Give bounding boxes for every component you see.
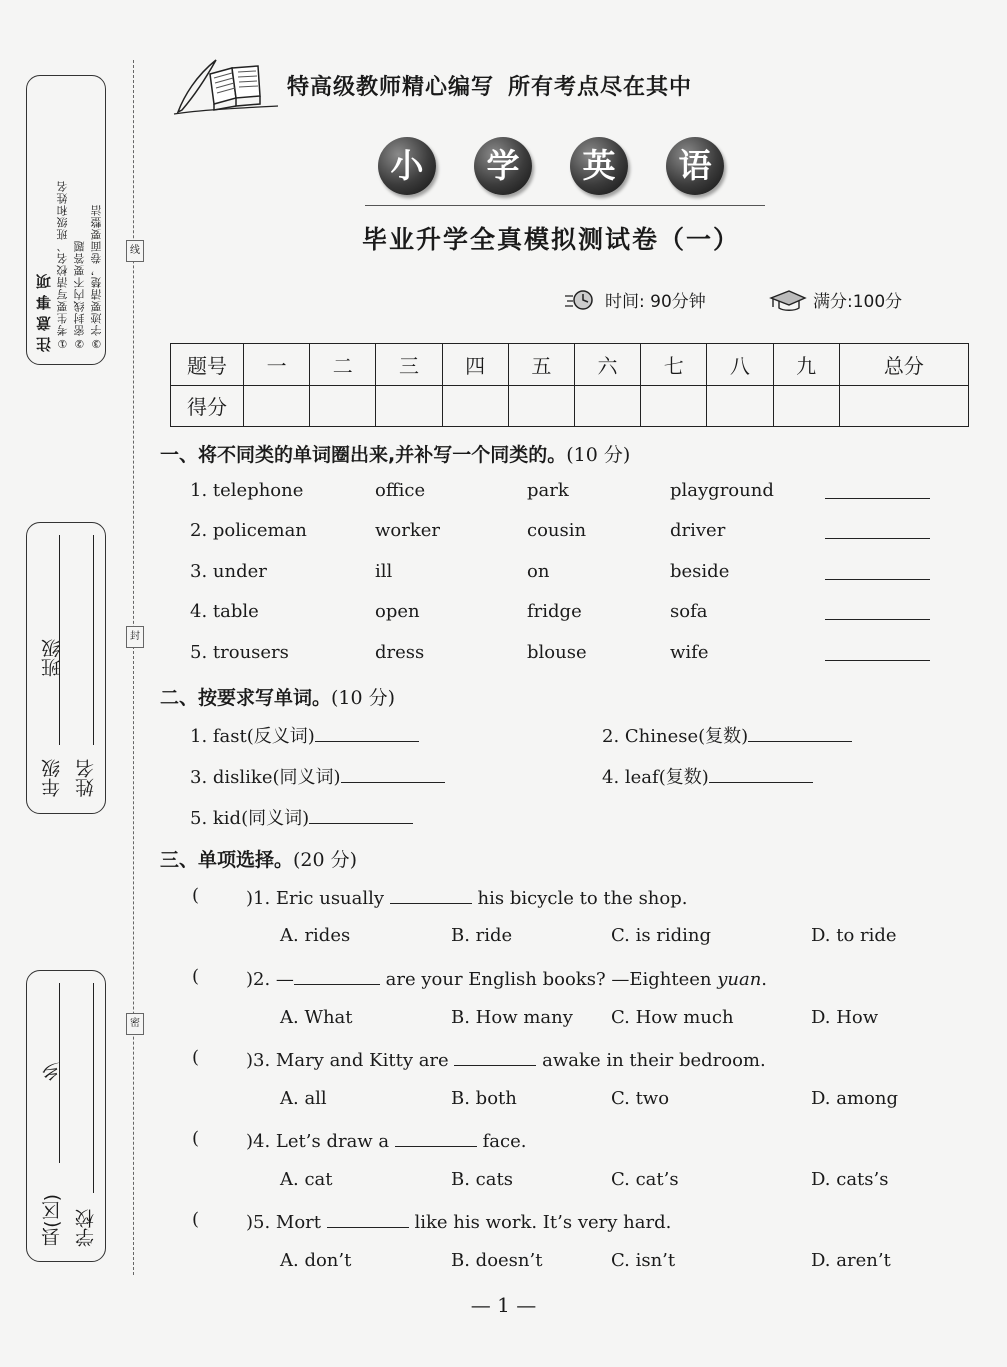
title-char-2: 学 xyxy=(474,137,532,195)
s3-answer-paren[interactable]: ( xyxy=(192,966,200,987)
s1-word: driver xyxy=(670,520,726,541)
score-cell[interactable] xyxy=(773,385,839,427)
notice-box xyxy=(26,75,106,365)
title-row xyxy=(378,137,724,195)
s1-word: blouse xyxy=(527,642,587,663)
s3-question xyxy=(0,1047,1007,1077)
section-1-heading: 一、将不同类的单词圈出来,并补写一个同类的。 xyxy=(160,444,567,466)
section-1-row xyxy=(0,601,1007,631)
score-table xyxy=(170,343,969,427)
s3-question-blank xyxy=(327,1209,409,1228)
s1-answer-blank[interactable] xyxy=(825,642,930,661)
score-row-label: 得分 xyxy=(171,385,244,427)
s3-options xyxy=(0,1007,1007,1037)
s3-question-text xyxy=(246,885,687,909)
s3-option[interactable]: A. rides xyxy=(280,925,351,946)
slogan-part-1: 特高级教师精心编写 xyxy=(287,75,495,100)
s3-option[interactable]: B. cats xyxy=(451,1169,513,1190)
section-3-heading: 三、单项选择。 xyxy=(160,849,294,871)
section-2-row xyxy=(0,763,1007,793)
s2-item xyxy=(190,804,413,830)
score-cell[interactable] xyxy=(508,385,574,427)
section-2-points: (10 分) xyxy=(331,687,396,709)
s3-question-blank xyxy=(454,1047,536,1066)
s1-word-num: 3. under xyxy=(190,561,267,582)
s1-word-num: 1. telephone xyxy=(190,480,304,501)
section-1-title xyxy=(160,440,630,467)
score-table-header-row xyxy=(171,344,969,386)
s3-question-pre: )4. Let’s draw a xyxy=(246,1131,390,1152)
s3-question-post: are your English books? —Eighteen xyxy=(385,969,718,990)
s3-question-blank xyxy=(395,1128,477,1147)
score-table-head: 六 xyxy=(574,344,640,386)
s1-answer-blank[interactable] xyxy=(825,561,930,580)
notice-item-2: ②密封线内不要答题 xyxy=(73,240,86,350)
s3-question-pre: )5. Mort xyxy=(246,1212,322,1233)
full-score-label: 满分:100分 xyxy=(813,292,903,312)
s3-question-pre: )3. Mary and Kitty are xyxy=(246,1050,449,1071)
clock-icon xyxy=(563,288,599,312)
score-cell[interactable] xyxy=(839,385,968,427)
score-cell[interactable] xyxy=(574,385,640,427)
s3-option[interactable]: B. ride xyxy=(451,925,513,946)
title-char-1: 小 xyxy=(378,137,436,195)
s3-question-blank xyxy=(294,966,380,985)
county-label: 县(区) xyxy=(41,1194,63,1247)
exam-subtitle: 毕业升学全真模拟测试卷（一） xyxy=(362,225,741,254)
s3-question-text xyxy=(246,1047,766,1071)
seal-mark-close: 密 xyxy=(126,1013,144,1035)
notice-item-3: ③字迹要清楚，卷面要整洁 xyxy=(90,204,103,350)
title-rule xyxy=(365,205,765,206)
score-cell[interactable] xyxy=(376,385,442,427)
s3-option[interactable]: C. two xyxy=(611,1088,670,1109)
s3-option[interactable]: B. How many xyxy=(451,1007,573,1028)
s3-question-post: like his work. It’s very hard. xyxy=(414,1212,672,1233)
slogan-part-2: 所有考点尽在其中 xyxy=(508,75,693,100)
s3-question-post: face. xyxy=(482,1131,527,1152)
score-table-head: 五 xyxy=(508,344,574,386)
s3-option[interactable]: D. How xyxy=(811,1007,879,1028)
s3-answer-paren[interactable]: ( xyxy=(192,1047,200,1068)
s3-option[interactable]: C. cat’s xyxy=(611,1169,679,1190)
s3-question-text xyxy=(246,1209,671,1233)
s3-option[interactable]: A. all xyxy=(280,1088,327,1109)
page-number: — 1 — xyxy=(470,1293,537,1317)
s3-question xyxy=(0,1209,1007,1239)
score-table-head: 二 xyxy=(310,344,376,386)
s1-answer-blank[interactable] xyxy=(825,601,930,620)
score-cell[interactable] xyxy=(442,385,508,427)
name-label: 姓名 xyxy=(75,759,97,797)
s3-answer-paren[interactable]: ( xyxy=(192,1209,200,1230)
section-2-row xyxy=(0,722,1007,752)
s3-question-italic: yuan xyxy=(717,969,762,990)
s3-question xyxy=(0,966,1007,996)
s1-word: playground xyxy=(670,480,774,501)
s2-answer-blank[interactable] xyxy=(709,764,813,783)
s3-question-end: . xyxy=(761,969,768,990)
s1-word: sofa xyxy=(670,601,708,622)
town-label: 乡 xyxy=(41,1062,63,1081)
title-char-3: 英 xyxy=(570,137,628,195)
s1-word: open xyxy=(375,601,420,622)
s3-option[interactable]: A. cat xyxy=(280,1169,333,1190)
s3-question-text xyxy=(246,966,767,990)
section-3-points: (20 分) xyxy=(293,849,358,871)
s1-word: office xyxy=(375,480,426,501)
section-2-heading: 二、按要求写单词。 xyxy=(160,687,332,709)
s3-option[interactable]: C. is riding xyxy=(611,925,712,946)
s1-word: beside xyxy=(670,561,730,582)
score-cell[interactable] xyxy=(310,385,376,427)
s3-option[interactable]: C. isn’t xyxy=(611,1250,676,1271)
notice-title: 注意事项 xyxy=(35,268,53,352)
score-cell[interactable] xyxy=(244,385,310,427)
s3-option[interactable]: B. both xyxy=(451,1088,517,1109)
s3-answer-paren[interactable]: ( xyxy=(192,885,200,906)
s2-item-text: 3. dislike(同义词) xyxy=(190,767,341,788)
seal-mark-seal: 封 xyxy=(126,626,144,648)
s2-answer-blank[interactable] xyxy=(748,723,852,742)
s2-item-text: 2. Chinese(复数) xyxy=(602,726,749,747)
s3-option[interactable]: D. to ride xyxy=(811,925,897,946)
s3-question xyxy=(0,1128,1007,1158)
score-table-head: 一 xyxy=(244,344,310,386)
time-label: 时间: 90分钟 xyxy=(605,292,706,312)
score-table-score-row xyxy=(171,385,969,427)
time-info xyxy=(563,287,706,312)
s2-item xyxy=(602,763,813,789)
s1-word: ill xyxy=(375,561,393,582)
school-label: 学校 xyxy=(75,1209,97,1247)
s3-options xyxy=(0,1088,1007,1118)
s3-question-pre: )1. Eric usually xyxy=(246,888,385,909)
s2-answer-blank[interactable] xyxy=(315,723,419,742)
s3-answer-paren[interactable]: ( xyxy=(192,1128,200,1149)
s3-question xyxy=(0,885,1007,915)
score-table-head: 题号 xyxy=(171,344,244,386)
s3-option[interactable]: B. doesn’t xyxy=(451,1250,543,1271)
title-char-4: 语 xyxy=(666,137,724,195)
section-3-title xyxy=(160,845,357,872)
s1-word-num: 5. trousers xyxy=(190,642,289,663)
s1-answer-blank[interactable] xyxy=(825,520,930,539)
s2-item xyxy=(602,722,852,748)
score-info xyxy=(767,287,902,312)
s2-answer-blank[interactable] xyxy=(341,764,445,783)
s1-word: park xyxy=(527,480,569,501)
notice-item-1: ①考生要写清校名、班级和姓名 xyxy=(56,180,69,350)
s3-options xyxy=(0,1250,1007,1280)
section-1-row xyxy=(0,642,1007,672)
score-table-head: 七 xyxy=(641,344,707,386)
s2-item xyxy=(190,722,419,748)
s1-word: cousin xyxy=(527,520,587,541)
s2-answer-blank[interactable] xyxy=(309,805,413,824)
s1-word: on xyxy=(527,561,550,582)
s2-item-text: 4. leaf(复数) xyxy=(602,767,709,788)
s3-question-pre: )2. — xyxy=(246,969,294,990)
section-1-row xyxy=(0,520,1007,550)
s2-item xyxy=(190,763,445,789)
s3-options xyxy=(0,1169,1007,1199)
s3-question-post: awake in their bedroom. xyxy=(542,1050,766,1071)
s3-options xyxy=(0,925,1007,955)
score-table-head: 九 xyxy=(773,344,839,386)
score-cell[interactable] xyxy=(707,385,773,427)
s3-option[interactable]: D. cats’s xyxy=(811,1169,889,1190)
s2-item-text: 1. fast(反义词) xyxy=(190,726,315,747)
grade-label: 年级 xyxy=(41,759,63,797)
section-1-row xyxy=(0,561,1007,591)
score-table-head: 四 xyxy=(442,344,508,386)
s1-word-num: 2. policeman xyxy=(190,520,307,541)
s2-item-text: 5. kid(同义词) xyxy=(190,808,310,829)
s1-word: fridge xyxy=(527,601,582,622)
class-label: 班级 xyxy=(41,639,63,677)
book-quill-icon xyxy=(170,56,282,116)
s3-option[interactable]: D. among xyxy=(811,1088,898,1109)
s3-option[interactable]: A. What xyxy=(280,1007,353,1028)
s1-answer-blank[interactable] xyxy=(825,480,930,499)
s1-word: wife xyxy=(670,642,709,663)
section-2-row xyxy=(0,804,1007,834)
section-1-row xyxy=(0,480,1007,510)
section-2-title xyxy=(160,683,395,710)
slogan xyxy=(287,70,706,101)
score-cell[interactable] xyxy=(641,385,707,427)
section-1-points: (10 分) xyxy=(566,444,631,466)
s3-question-text xyxy=(246,1128,526,1152)
s1-word-num: 4. table xyxy=(190,601,259,622)
s3-question-blank xyxy=(390,885,472,904)
s1-word: worker xyxy=(375,520,441,541)
s1-word: dress xyxy=(375,642,425,663)
seal-mark-line: 线 xyxy=(126,240,144,262)
s3-option[interactable]: C. How much xyxy=(611,1007,734,1028)
s3-option[interactable]: A. don’t xyxy=(280,1250,352,1271)
score-table-head: 八 xyxy=(707,344,773,386)
s3-option[interactable]: D. aren’t xyxy=(811,1250,891,1271)
s3-question-post: his bicycle to the shop. xyxy=(477,888,688,909)
score-table-head: 总分 xyxy=(839,344,968,386)
score-table-head: 三 xyxy=(376,344,442,386)
graduation-cap-icon xyxy=(767,288,807,312)
